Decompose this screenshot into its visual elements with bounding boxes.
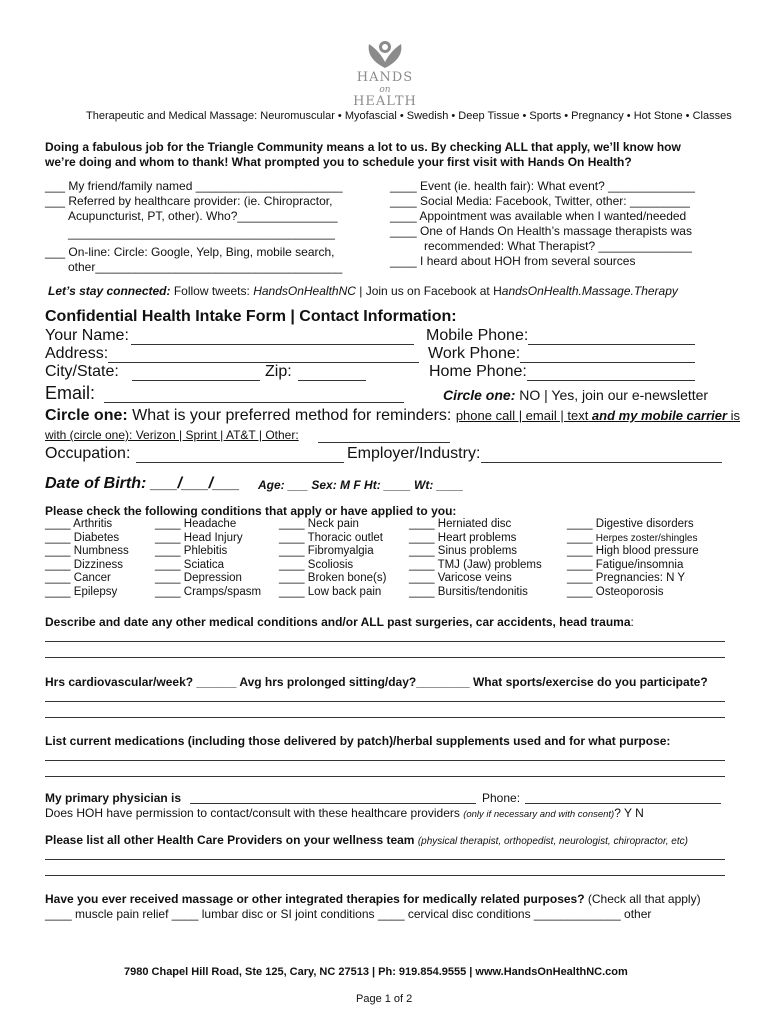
connect-line <box>48 284 678 298</box>
physician-phone-label: Phone: <box>482 791 521 805</box>
city-state-field[interactable] <box>132 380 260 381</box>
medical-history-line-2[interactable] <box>45 657 725 658</box>
email-label: Email: <box>45 383 96 403</box>
newsletter-circle-label: Circle one: <box>443 387 516 403</box>
referral-social[interactable]: ____ Social Media: Facebook, Twitter, other: _________ <box>390 194 690 208</box>
intro-line-1: Doing a fabulous job for the Triangle Community means a lot to us. By checking ALL that apply, we’ll know how <box>45 140 681 154</box>
twitter-handle[interactable]: HandsOnHealthNC <box>253 284 356 298</box>
employer-field[interactable] <box>481 462 722 463</box>
referral-provider-line[interactable]: ________________________________________ <box>68 226 335 240</box>
tagline-items: Neuromuscular • Myofascial • Swedish • Deep Tissue • Sports • Pregnancy • Hot Stone • Classes <box>260 110 732 122</box>
condition-diabetes[interactable]: ____ Diabetes <box>45 532 120 544</box>
permission-yes-no[interactable]: ? Y N <box>614 806 644 820</box>
reminder-is: is <box>727 408 741 423</box>
condition-pregnancies[interactable]: ____ Pregnancies: N Y <box>567 572 686 584</box>
therapies-line <box>45 892 701 906</box>
connect-lead: Let’s stay connected: <box>48 284 171 298</box>
zip-label: Zip: <box>265 363 292 380</box>
medications-question: List current medications (including those delivered by patch)/herbal supplements used and for what purpose: <box>45 734 671 748</box>
date-of-birth[interactable]: Date of Birth: ___/___/___ <box>45 475 240 492</box>
logo-hands: HANDS <box>356 70 414 85</box>
address-field[interactable] <box>108 362 419 363</box>
city-state-label: City/State: <box>45 363 119 380</box>
exercise-line-2[interactable] <box>45 717 725 718</box>
reminder-circle-label: Circle one: <box>45 407 128 424</box>
condition-digestive[interactable]: ____ Digestive disorders <box>567 518 694 530</box>
condition-headache[interactable]: ____ Headache <box>155 518 237 530</box>
therapies-options[interactable]: ____ muscle pain relief ____ lumbar disc or SI joint conditions ____ cervical disc conditions _____________ other <box>45 907 652 921</box>
home-phone-field[interactable] <box>527 380 695 381</box>
name-field[interactable] <box>131 344 414 345</box>
logo-health: HEALTH <box>353 94 417 109</box>
providers-question: Please list all other Health Care Providers on your wellness team <box>45 833 418 847</box>
medical-history-question <box>45 615 634 629</box>
condition-herpes-zoster[interactable]: ____ Herpes zoster/shingles <box>567 532 698 544</box>
reminder-carrier: and my mobile carrier <box>588 408 728 423</box>
page-number: Page 1 of 2 <box>356 993 413 1005</box>
tagline-label: Therapeutic and Medical Massage: <box>86 110 258 122</box>
therapies-note: (Check all that apply) <box>584 892 701 906</box>
condition-cancer[interactable]: ____ Cancer <box>45 572 111 584</box>
tagline <box>86 110 732 122</box>
permission-text: Does HOH have permission to contact/consult with these healthcare providers <box>45 806 464 820</box>
providers-note: (physical therapist, orthopedist, neurologist, chiropractor, etc) <box>417 836 688 847</box>
conditions-heading: Please check the following conditions that apply or have applied to you: <box>45 504 457 518</box>
condition-sinus-problems[interactable]: ____ Sinus problems <box>409 545 518 557</box>
occupation-label: Occupation: <box>45 445 131 462</box>
referral-therapist[interactable]: ____ One of Hands On Health’s massage therapists was <box>390 224 692 238</box>
medical-history-line-1[interactable] <box>45 641 725 642</box>
condition-bursitis[interactable]: ____ Bursitis/tendonitis <box>409 586 528 598</box>
permission-note: (only if necessary and with consent) <box>463 809 615 820</box>
condition-numbness[interactable]: ____ Numbness <box>45 545 129 557</box>
referral-provider[interactable]: ___ Referred by healthcare provider: (ie. Chiropractor, <box>45 194 333 208</box>
condition-high-blood-pressure[interactable]: ____ High blood pressure <box>567 545 699 557</box>
address-label: Address: <box>45 345 109 362</box>
therapies-question: Have you ever received massage or other integrated therapies for medically related purposes? <box>45 892 585 906</box>
reminder-question: What is your preferred method for reminders: <box>127 407 456 424</box>
vital-stats[interactable]: Age: ___ Sex: M F Ht: ____ Wt: ____ <box>258 478 464 492</box>
facebook-page[interactable]: andsOnHealth.Massage.Therapy <box>501 284 678 298</box>
providers-line <box>45 833 688 847</box>
condition-thoracic-outlet[interactable]: ____ Thoracic outlet <box>279 532 384 544</box>
condition-epilepsy[interactable]: ____ Epilepsy <box>45 586 118 598</box>
condition-sciatica[interactable]: ____ Sciatica <box>155 559 225 571</box>
home-phone-label: Home Phone: <box>429 363 527 380</box>
occupation-field[interactable] <box>136 462 344 463</box>
zip-field[interactable] <box>298 380 366 381</box>
condition-tmj[interactable]: ____ TMJ (Jaw) problems <box>409 559 542 571</box>
referral-event[interactable]: ____ Event (ie. health fair): What event? _____________ <box>390 179 695 193</box>
contact-title: Confidential Health Intake Form | Contact Information: <box>45 308 457 325</box>
condition-arthritis[interactable]: ____ Arthritis <box>45 518 113 530</box>
condition-head-injury[interactable]: ____ Head Injury <box>155 532 243 544</box>
condition-osteoporosis[interactable]: ____ Osteoporosis <box>567 586 664 598</box>
referral-friend[interactable]: ___ My friend/family named ______________________ <box>45 179 343 193</box>
referral-provider-who[interactable]: Acupuncturist, PT, other). Who?_______________ <box>68 209 338 223</box>
mobile-phone-label: Mobile Phone: <box>426 327 529 344</box>
providers-line-2[interactable] <box>45 875 725 876</box>
name-label: Your Name: <box>45 327 129 344</box>
medical-history-text: Describe and date any other medical conditions and/or ALL past surgeries, car accidents, head trauma <box>45 615 631 629</box>
carrier-line[interactable]: with (circle one): Verizon | Sprint | AT&T | Other: <box>45 428 299 442</box>
employer-label: Employer/Industry: <box>347 445 481 462</box>
newsletter-options[interactable]: NO | Yes, join our e-newsletter <box>515 387 709 403</box>
condition-fatigue-insomnia[interactable]: ____ Fatigue/insomnia <box>567 559 684 571</box>
condition-neck-pain[interactable]: ____ Neck pain <box>279 518 359 530</box>
carrier-other-field[interactable] <box>318 442 450 443</box>
connect-text-1: Follow tweets: <box>170 284 254 298</box>
reminder-options[interactable]: phone call | email | text <box>455 408 589 423</box>
referral-appointment[interactable]: ____ Appointment was available when I wanted/needed <box>390 209 687 223</box>
condition-heart-problems[interactable]: ____ Heart problems <box>409 532 517 544</box>
reminder-line <box>45 407 740 425</box>
referral-online[interactable]: ___ On-line: Circle: Google, Yelp, Bing, mobile search, <box>45 245 335 259</box>
condition-dizziness[interactable]: ____ Dizziness <box>45 559 123 571</box>
newsletter-line[interactable] <box>443 387 708 403</box>
physician-label: My primary physician is <box>45 791 182 805</box>
footer-address: 7980 Chapel Hill Road, Ste 125, Cary, NC 27513 | Ph: 919.854.9555 | www.HandsOnHealthNC.com <box>124 966 628 978</box>
mobile-phone-field[interactable] <box>528 344 695 345</box>
intro-line-2: we’re doing and whom to thank! What prompted you to schedule your first visit with Hands On Health? <box>45 155 632 169</box>
hands-heart-logo-icon <box>365 38 405 70</box>
condition-low-back-pain[interactable]: ____ Low back pain <box>279 586 382 598</box>
condition-varicose-veins[interactable]: ____ Varicose veins <box>409 572 512 584</box>
physician-field[interactable] <box>190 803 476 804</box>
condition-phlebitis[interactable]: ____ Phlebitis <box>155 545 228 557</box>
logo-on: on <box>379 85 391 95</box>
condition-depression[interactable]: ____ Depression <box>155 572 242 584</box>
providers-line-1[interactable] <box>45 859 725 860</box>
medications-line-2[interactable] <box>45 776 725 777</box>
permission-line[interactable] <box>45 806 644 820</box>
condition-fibromyalgia[interactable]: ____ Fibromyalgia <box>279 545 374 557</box>
medical-history-colon: : <box>630 615 634 629</box>
logo <box>330 38 440 110</box>
physician-phone-field[interactable] <box>525 803 721 804</box>
email-field[interactable] <box>104 402 404 403</box>
condition-broken-bones[interactable]: ____ Broken bone(s) <box>279 572 387 584</box>
exercise-question[interactable]: Hrs cardiovascular/week? ______ Avg hrs prolonged sitting/day?________ What sports/exercise do you participate? <box>45 675 708 689</box>
condition-herniated-disc[interactable]: ____ Herniated disc <box>409 518 512 530</box>
condition-cramps-spasm[interactable]: ____ Cramps/spasm <box>155 586 262 598</box>
condition-scoliosis[interactable]: ____ Scoliosis <box>279 559 354 571</box>
connect-text-2: | Join us on Facebook at H <box>355 284 502 298</box>
referral-online-other[interactable]: other_____________________________________ <box>68 260 343 274</box>
work-phone-label: Work Phone: <box>428 345 521 362</box>
referral-several-sources[interactable]: ____ I heard about HOH from several sources <box>390 254 636 268</box>
referral-therapist-name[interactable]: recommended: What Therapist? ______________ <box>424 239 692 253</box>
medications-line-1[interactable] <box>45 760 725 761</box>
work-phone-field[interactable] <box>520 362 695 363</box>
exercise-line-1[interactable] <box>45 701 725 702</box>
